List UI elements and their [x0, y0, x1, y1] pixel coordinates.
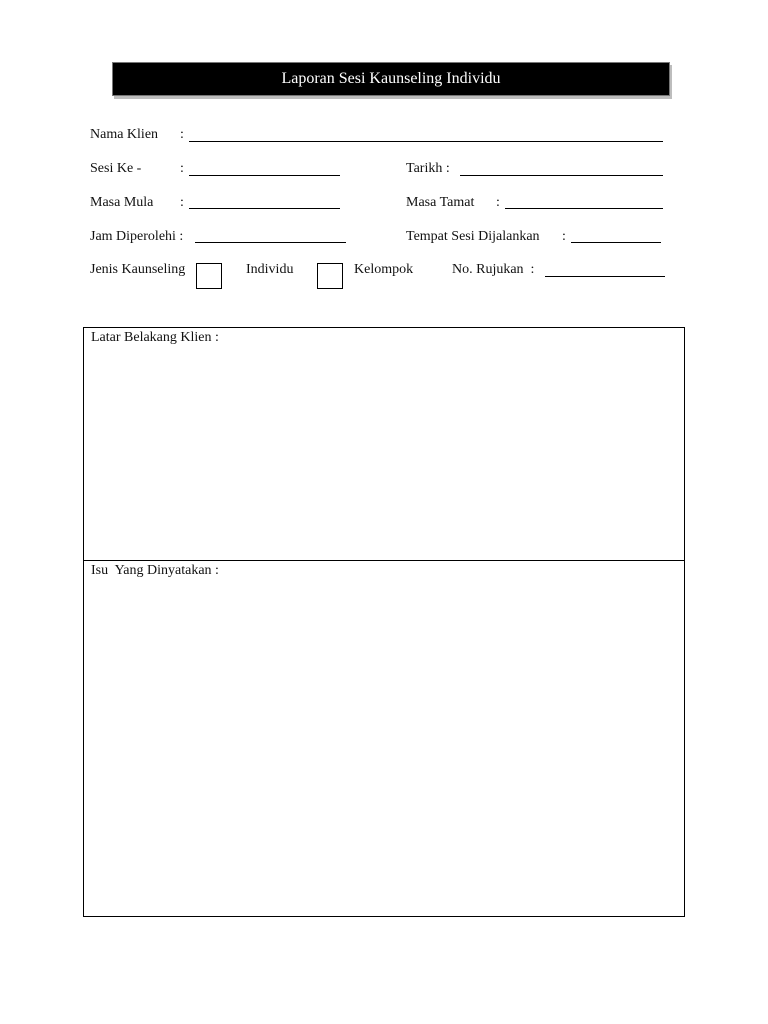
tempat-sesi-label: Tempat Sesi Dijalankan — [406, 229, 540, 244]
individu-label: Individu — [246, 262, 294, 277]
masa-mula-label: Masa Mula — [90, 195, 154, 210]
sesi-ke-label: Sesi Ke - — [90, 161, 142, 176]
kelompok-label: Kelompok — [354, 262, 414, 277]
jam-diperolehi-field[interactable] — [195, 242, 346, 243]
masa-tamat-colon: : — [496, 195, 500, 210]
nama-klien-field[interactable] — [189, 141, 663, 142]
nama-klien-colon: : — [180, 127, 184, 142]
sesi-ke-colon: : — [180, 161, 184, 176]
masa-mula-field[interactable] — [189, 208, 340, 209]
masa-mula-colon: : — [180, 195, 184, 210]
tarikh-field[interactable] — [460, 175, 663, 176]
masa-tamat-label: Masa Tamat — [406, 195, 475, 210]
nama-klien-label: Nama Klien — [90, 127, 159, 142]
report-title: Laporan Sesi Kaunseling Individu — [112, 62, 670, 96]
sesi-ke-field[interactable] — [189, 175, 340, 176]
no-rujukan-label: No. Rujukan : — [452, 262, 535, 277]
isu-label: Isu Yang Dinyatakan : — [91, 563, 219, 578]
masa-tamat-field[interactable] — [505, 208, 663, 209]
individu-checkbox[interactable] — [196, 263, 222, 289]
tempat-sesi-field[interactable] — [571, 242, 661, 243]
latar-belakang-label: Latar Belakang Klien : — [91, 330, 219, 345]
latar-belakang-box[interactable] — [83, 327, 685, 561]
tarikh-label: Tarikh : — [406, 161, 450, 176]
jenis-kaunseling-label: Jenis Kaunseling — [90, 262, 186, 277]
tempat-sesi-colon: : — [562, 229, 566, 244]
no-rujukan-field[interactable] — [545, 276, 665, 277]
kelompok-checkbox[interactable] — [317, 263, 343, 289]
isu-box[interactable] — [83, 560, 685, 917]
jam-diperolehi-label: Jam Diperolehi : — [90, 229, 184, 244]
